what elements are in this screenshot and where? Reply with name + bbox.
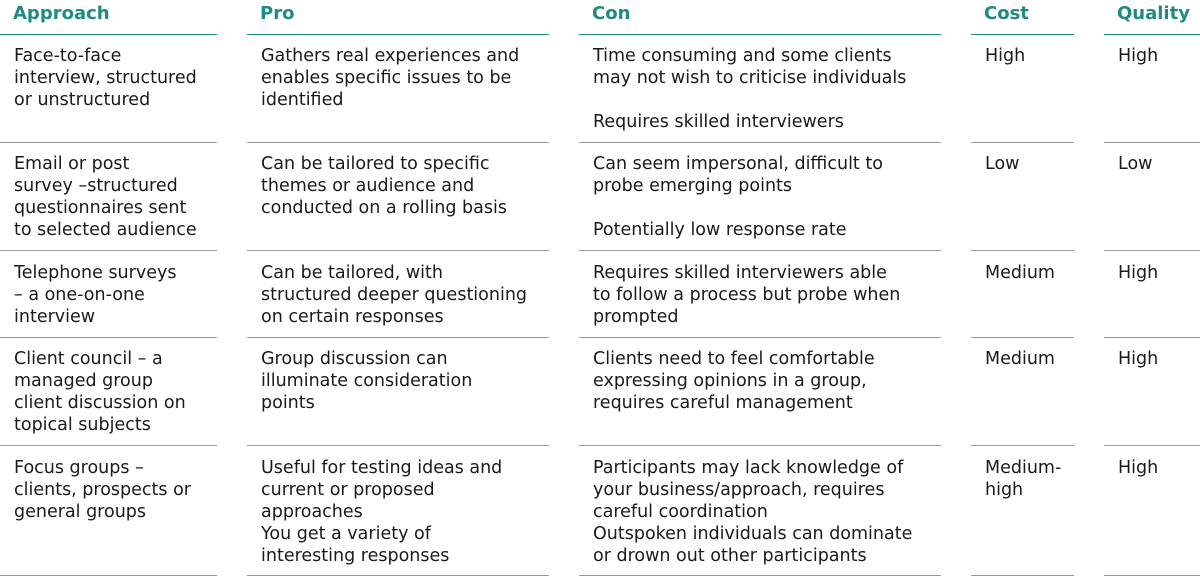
row-separator [971, 142, 1074, 143]
row4-approach: Client council – a managed group client discussion on topical subjects [14, 349, 186, 435]
row2-con: Can seem impersonal, difficult to probe emerging points Potentially low response rate [593, 154, 883, 240]
row-separator [971, 250, 1074, 251]
row-separator [247, 445, 549, 446]
row5-pro: Useful for testing ideas and current or proposed approaches You get a variety of interesting responses [261, 458, 503, 566]
row-separator [1104, 250, 1200, 251]
row-separator [579, 142, 941, 143]
header-cost-label: Cost [984, 3, 1029, 24]
row-separator [971, 575, 1074, 576]
header-approach-label: Approach [13, 3, 110, 24]
row2-approach: Email or post survey –structured questionnaires sent to selected audience [14, 154, 197, 240]
row-separator [1104, 142, 1200, 143]
row-separator [247, 142, 549, 143]
row4-con: Clients need to feel comfortable expressing opinions in a group, requires careful management [593, 349, 875, 413]
row-separator [0, 142, 217, 143]
row3-pro: Can be tailored, with structured deeper questioning on certain responses [261, 263, 528, 327]
row2-pro: Can be tailored to specific themes or audience and conducted on a rolling basis [261, 154, 507, 218]
row3-quality: High [1118, 263, 1159, 283]
header-pro-label: Pro [260, 3, 295, 24]
row3-con: Requires skilled interviewers able to follow a process but probe when prompted [593, 263, 901, 327]
header-quality [1104, 0, 1200, 35]
row-separator [0, 445, 217, 446]
row1-quality: High [1118, 46, 1159, 66]
row-separator [247, 337, 549, 338]
row-separator [0, 337, 217, 338]
header-approach [0, 0, 217, 35]
row3-approach: Telephone surveys – a one-on-one interview [14, 263, 177, 327]
row1-pro: Gathers real experiences and enables specific issues to be identified [261, 46, 520, 110]
row-separator [1104, 337, 1200, 338]
row-separator [0, 575, 217, 576]
row-separator [579, 337, 941, 338]
row5-con: Participants may lack knowledge of your business/approach, requires careful coordination Outspoken individuals can dominate or drown out other participants [593, 458, 913, 566]
row-separator [579, 575, 941, 576]
header-con-label: Con [592, 3, 631, 24]
row5-quality: High [1118, 458, 1159, 478]
row2-cost: Low [985, 154, 1020, 174]
header-quality-label: Quality [1117, 3, 1190, 24]
row-separator [971, 337, 1074, 338]
row1-approach: Face-to-face interview, structured or unstructured [14, 46, 197, 110]
row-separator [247, 250, 549, 251]
row4-pro: Group discussion can illuminate consideration points [261, 349, 473, 413]
row1-con: Time consuming and some clients may not wish to criticise individuals Requires skilled interviewers [593, 46, 907, 132]
row2-quality: Low [1118, 154, 1153, 174]
header-con [579, 0, 941, 35]
row5-cost: Medium- high [985, 458, 1062, 500]
row-separator [247, 575, 549, 576]
row-separator [579, 250, 941, 251]
row5-approach: Focus groups – clients, prospects or general groups [14, 458, 191, 522]
header-pro [247, 0, 549, 35]
row3-cost: Medium [985, 263, 1055, 283]
row-separator [1104, 445, 1200, 446]
row-separator [0, 250, 217, 251]
row1-cost: High [985, 46, 1026, 66]
header-cost [971, 0, 1074, 35]
row4-quality: High [1118, 349, 1159, 369]
row4-cost: Medium [985, 349, 1055, 369]
row-separator [1104, 575, 1200, 576]
row-separator [579, 445, 941, 446]
row-separator [971, 445, 1074, 446]
